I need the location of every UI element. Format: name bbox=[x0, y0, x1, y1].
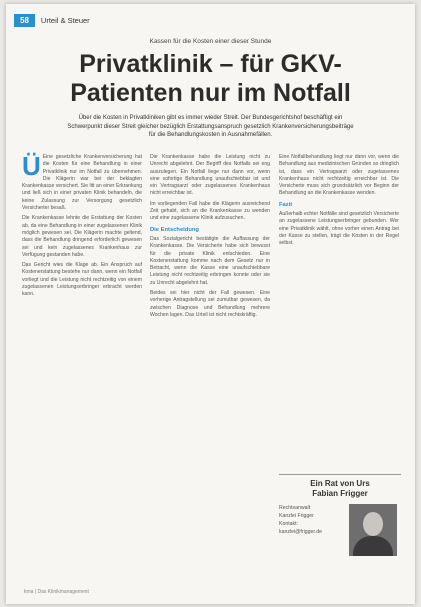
photo-head-shape bbox=[363, 512, 383, 536]
paragraph: Die Krankenkasse habe die Leistung nicht zu Unrecht abgelehnt. Der Begriff des Notfalls sei eng auszulegen. Ein Notfall liege nur dann vor, wenn eine sofortige Behandlung unaufschiebbar ist und ein Vertragsarzt oder zugelassenes Krankenhaus nicht erreichbar ist. bbox=[150, 154, 270, 197]
author-info bbox=[279, 504, 349, 556]
page-number: 58 bbox=[14, 14, 35, 27]
title-line-2: Patienten nur im Notfall bbox=[70, 79, 351, 107]
author-email[interactable]: kanzlei@frigger.de bbox=[279, 529, 323, 535]
column-2 bbox=[150, 154, 270, 322]
section-label: Urteil & Steuer bbox=[40, 16, 90, 25]
drop-cap: Ü bbox=[22, 151, 41, 181]
paragraph: Eine gesetzliche Krankenversicherung hat die Kosten für eine Behandlung in einer Privatklinik nur im Notfall zu übernehmen. Die Klägerin war bei der beklagten Krankenkasse versichert. Sie litt an einer Erkrankung und ließ sich in einer privaten Klinik behandeln, die keine Zulassung zur Versorgung gesetzlich Versicherter besaß. bbox=[22, 154, 142, 212]
paragraph: Das Gericht wies die Klage ab. Ein Anspruch auf Kostenerstattung bestehe nur dann, wenn ein Notfall vorliegt und die Leistung nicht rechtzeitig von einem zugelassenen Leistungserbringer erbracht werden kann. bbox=[22, 262, 142, 298]
author-role: Rechtsanwalt bbox=[279, 505, 311, 511]
author-box-title-line-1: Ein Rat von Urs bbox=[310, 479, 370, 488]
paragraph: Das Sozialgericht bestätigte die Auffassung der Krankenkasse. Die Versicherte habe sich bewusst für die private Klinik entschieden. Eine Kostenerstattung komme nach dem Gesetz nur in Betracht, wenn die Kasse eine unaufschiebbare Leistung nicht rechtzeitig erbringen konnte oder sie zu Unrecht abgelehnt hat. bbox=[150, 235, 270, 286]
paragraph: Eine Notfallbehandlung liegt nur dann vor, wenn die Behandlung aus medizinischen Gründen so dringlich ist, dass ein Vertragsarzt oder zugelassenes Krankenhaus nicht rechtzeitig erreichbar ist. Die Versicherte muss sich grundsätzlich vor Beginn der Behandlung an die Krankenkasse wenden. bbox=[279, 154, 399, 197]
title-line-1: Privatklinik – für GKV- bbox=[79, 50, 342, 78]
paragraph: Außerhalb echter Notfälle sind gesetzlich Versicherte an zugelassene Leistungserbringer gebunden. Wer eine Privatklinik wählt, ohne vorher einen Antrag bei der Kasse zu stellen, trägt die Kosten in der Regel selbst. bbox=[279, 211, 399, 247]
magazine-page bbox=[6, 4, 415, 604]
author-box-title-line-2: Fabian Frigger bbox=[312, 489, 368, 498]
author-box-body bbox=[279, 504, 401, 556]
photo-body-shape bbox=[353, 536, 393, 556]
author-box-title bbox=[279, 474, 401, 499]
author-box bbox=[279, 474, 401, 560]
paragraph: Im vorliegenden Fall habe die Klägerin ausreichend Zeit gehabt, sich an die Krankenkasse zu wenden und eine zugelassene Klinik aufzusuchen. bbox=[150, 200, 270, 222]
article-title bbox=[6, 50, 415, 108]
subheading: Die Entscheidung bbox=[150, 226, 199, 233]
column-1 bbox=[22, 151, 142, 302]
author-photo bbox=[349, 504, 397, 556]
paragraph: Die Krankenkasse lehnte die Erstattung der Kosten ab, da eine Behandlung in einer zugelassenen Klinik möglich gewesen sei. Die Klägerin machte geltend, dass die Behandlung dringend erforderlich gewesen sei und kein zugelassenes Krankenhaus zur Verfügung gestanden habe. bbox=[22, 215, 142, 258]
paragraph: Beides sei hier nicht der Fall gewesen. Eine vorherige Antragstellung sei zumutbar gewesen, da zwischen Diagnose und Behandlung mehrere Wochen lagen. Das Urteil ist nicht rechtskräftig. bbox=[150, 290, 270, 318]
contact-label: Kontakt: bbox=[279, 521, 299, 527]
column-3 bbox=[279, 154, 399, 251]
article-kicker: Kassen für die Kosten einer dieser Stunde bbox=[149, 38, 272, 45]
author-firm: Kanzlei Frigger bbox=[279, 513, 314, 519]
page-footer: kma | Das Klinikmanagement bbox=[24, 589, 89, 595]
subheading: Fazit bbox=[279, 201, 293, 208]
page-header bbox=[14, 14, 90, 27]
article-lead: Über die Kosten in Privatkliniken gibt es immer wieder Streit. Der Bundesgerichtshof beschäftigt ein Schwerpunkt dieser Streit gleicher bezüglich Erstattungsanspruch gesetzlich Krankenversicherungsbeiträge für die Behandlungskosten in Ausnahmefällen. bbox=[67, 115, 354, 138]
